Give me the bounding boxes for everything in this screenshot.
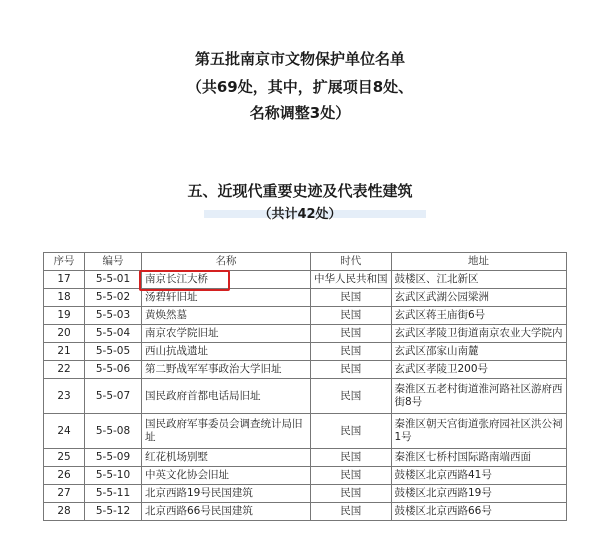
cell-address: 玄武区武湖公园梁洲 — [391, 289, 566, 307]
document-subtitle-line2: 名称调整3处） — [249, 104, 351, 122]
cell-era: 民国 — [311, 503, 392, 521]
cell-era: 民国 — [311, 343, 392, 361]
cell-era: 民国 — [311, 414, 392, 449]
cell-no: 20 — [44, 325, 85, 343]
table-row — [44, 343, 567, 361]
cell-no: 24 — [44, 414, 85, 449]
cell-era: 中华人民共和国 — [311, 271, 392, 289]
cell-address: 鼓楼区北京西路66号 — [391, 503, 566, 521]
cell-name: 红花机场别墅 — [142, 449, 311, 467]
cell-name: 北京西路19号民国建筑 — [142, 485, 311, 503]
cell-era: 民国 — [311, 361, 392, 379]
cell-code: 5-5-09 — [85, 449, 142, 467]
cell-address: 秦淮区五老村街道淮河路社区游府西街8号 — [391, 379, 566, 414]
column-header: 时代 — [311, 253, 392, 271]
cell-name: 西山抗战遗址 — [142, 343, 311, 361]
cell-code: 5-5-07 — [85, 379, 142, 414]
cell-no: 17 — [44, 271, 85, 289]
column-header: 编号 — [85, 253, 142, 271]
cell-address: 秦淮区朝天宫街道张府园社区洪公祠1号 — [391, 414, 566, 449]
table-row — [44, 467, 567, 485]
heritage-table — [43, 252, 567, 521]
cell-address: 玄武区蒋王庙街6号 — [391, 307, 566, 325]
cell-code: 5-5-08 — [85, 414, 142, 449]
cell-name: 第二野战军军事政治大学旧址 — [142, 361, 311, 379]
cell-address: 鼓楼区北京西路41号 — [391, 467, 566, 485]
table-row — [44, 307, 567, 325]
table-row — [44, 449, 567, 467]
cell-address: 秦淮区七桥村国际路南端西面 — [391, 449, 566, 467]
cell-name: 国民政府军事委员会调查统计局旧址 — [142, 414, 311, 449]
cell-code: 5-5-04 — [85, 325, 142, 343]
table-row — [44, 503, 567, 521]
cell-era: 民国 — [311, 467, 392, 485]
table-row — [44, 289, 567, 307]
cell-name: 南京长江大桥 — [142, 271, 311, 289]
table-row — [44, 485, 567, 503]
cell-era: 民国 — [311, 289, 392, 307]
cell-name: 国民政府首都电话局旧址 — [142, 379, 311, 414]
table-row — [44, 361, 567, 379]
cell-era: 民国 — [311, 449, 392, 467]
table-row — [44, 379, 567, 414]
cell-code: 5-5-12 — [85, 503, 142, 521]
section-count: （共计42处） — [258, 207, 342, 222]
cell-code: 5-5-02 — [85, 289, 142, 307]
cell-no: 19 — [44, 307, 85, 325]
cell-no: 27 — [44, 485, 85, 503]
cell-address: 鼓楼区北京西路19号 — [391, 485, 566, 503]
cell-no: 26 — [44, 467, 85, 485]
cell-era: 民国 — [311, 379, 392, 414]
cell-code: 5-5-06 — [85, 361, 142, 379]
cell-no: 23 — [44, 379, 85, 414]
cell-code: 5-5-03 — [85, 307, 142, 325]
table-row — [44, 325, 567, 343]
cell-address: 玄武区孝陵卫街道南京农业大学院内 — [391, 325, 566, 343]
column-header: 地址 — [391, 253, 566, 271]
cell-no: 22 — [44, 361, 85, 379]
cell-code: 5-5-10 — [85, 467, 142, 485]
document-subtitle-line1: （共69处，其中，扩展项目8处、 — [186, 78, 414, 96]
column-header: 名称 — [142, 253, 311, 271]
column-header: 序号 — [44, 253, 85, 271]
cell-no: 28 — [44, 503, 85, 521]
cell-era: 民国 — [311, 325, 392, 343]
cell-no: 25 — [44, 449, 85, 467]
cell-code: 5-5-11 — [85, 485, 142, 503]
cell-code: 5-5-01 — [85, 271, 142, 289]
cell-address: 玄武区孝陵卫200号 — [391, 361, 566, 379]
cell-address: 鼓楼区、江北新区 — [391, 271, 566, 289]
cell-name: 北京西路66号民国建筑 — [142, 503, 311, 521]
cell-era: 民国 — [311, 307, 392, 325]
table-header-row — [44, 253, 567, 271]
cell-era: 民国 — [311, 485, 392, 503]
cell-name: 中英文化协会旧址 — [142, 467, 311, 485]
table-row — [44, 414, 567, 449]
cell-name: 黄焕然墓 — [142, 307, 311, 325]
cell-no: 18 — [44, 289, 85, 307]
cell-code: 5-5-05 — [85, 343, 142, 361]
cell-name: 南京农学院旧址 — [142, 325, 311, 343]
cell-address: 玄武区邵家山南麓 — [391, 343, 566, 361]
cell-name: 汤碧轩旧址 — [142, 289, 311, 307]
cell-no: 21 — [44, 343, 85, 361]
document-title: 第五批南京市文物保护单位名单 — [194, 50, 405, 68]
section-title: 五、近现代重要史迹及代表性建筑 — [187, 182, 413, 200]
table-row — [44, 271, 567, 289]
